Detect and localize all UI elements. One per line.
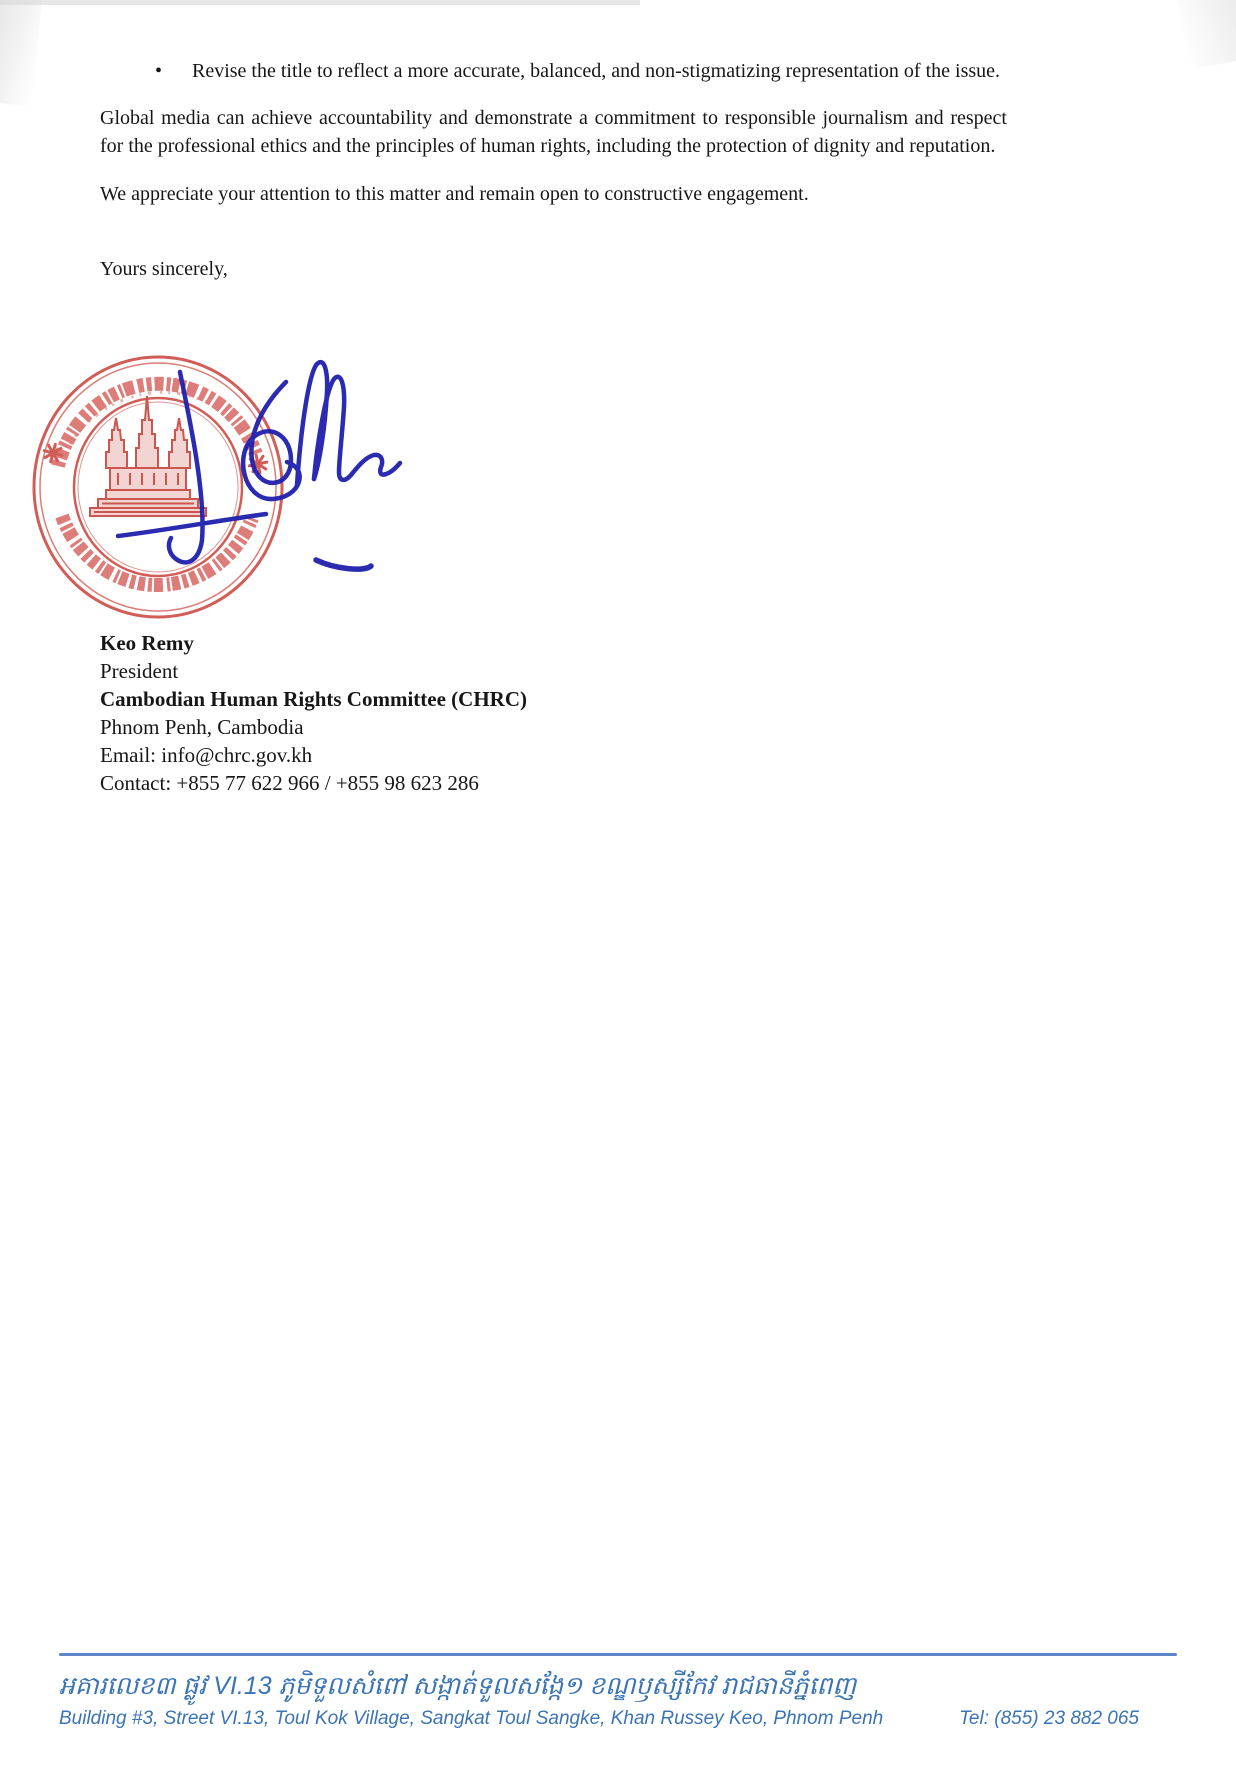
scan-artifact-top-right — [1175, 0, 1236, 69]
footer-divider — [59, 1653, 1177, 1656]
footer-tel: Tel: (855) 23 882 065 — [959, 1708, 1139, 1729]
signatory-name: Keo Remy — [100, 631, 194, 655]
page-footer — [59, 1653, 1177, 1730]
signatory-title: President — [100, 659, 179, 683]
paragraph-accountability: Global media can achieve accountability and demonstrate a commitment to responsible journalism and respect for the professional ethics and the principles of human rights, including the protection of dignity and reputation. — [100, 107, 1007, 157]
bullet-text: Revise the title to reflect a more accurate, balanced, and non-stigmatizing representation of the issue. — [192, 60, 1001, 82]
signatory-email: Email: info@chrc.gov.kh — [100, 743, 313, 767]
signatory-location: Phnom Penh, Cambodia — [100, 715, 304, 739]
bullet-marker: • — [155, 60, 163, 82]
seal-and-signature — [18, 348, 418, 638]
signatory-contact: Contact: +855 77 622 966 / +855 98 623 286 — [100, 771, 479, 795]
scan-artifact-top-left — [0, 0, 45, 106]
signature-block — [100, 629, 527, 797]
scan-artifact-top-edge — [0, 0, 640, 5]
official-seal-stamp — [34, 357, 282, 617]
footer-khmer-address: អគារលេខ៣ ផ្លូវ VI.13 ភូមិទួលសំពៅ សង្កាត់ទួលសង្កែ១ ខណ្ឌឫស្សីកែវ រាជធានីភ្នំពេញ — [59, 1672, 857, 1700]
closing-salutation: Yours sincerely, — [100, 258, 228, 280]
signatory-organization: Cambodian Human Rights Committee (CHRC) — [100, 687, 527, 711]
letter-body — [100, 57, 1007, 283]
bullet-item — [100, 57, 1007, 85]
paragraph-appreciation: We appreciate your attention to this matter and remain open to constructive engagement. — [100, 183, 809, 205]
footer-english-address: Building #3, Street VI.13, Toul Kok Village, Sangkat Toul Sangke, Khan Russey Keo, Phnom Penh — [59, 1708, 884, 1729]
